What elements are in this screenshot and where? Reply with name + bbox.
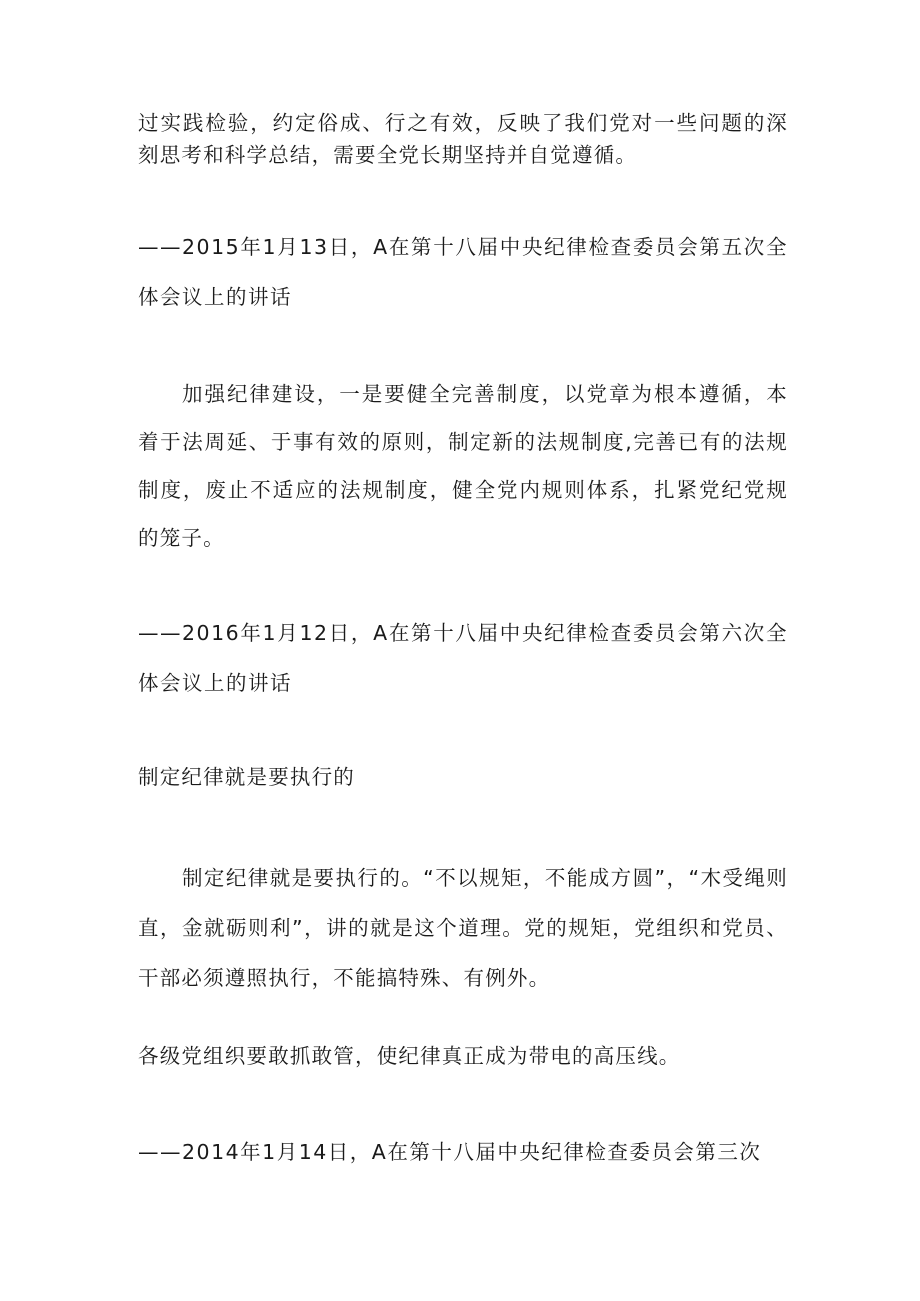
- source-citation: ——2015年1月13日，A在第十八届中央纪律检查委员会第五次全体会议上的讲话: [138, 235, 788, 309]
- source-citation: ——2014年1月14日，A在第十八届中央纪律检查委员会第三次: [138, 1140, 762, 1164]
- body-paragraph: 制定纪律就是要执行的。“不以规矩，不能成方圆”，“木受绳则直，金就砺则利”，讲的就是这个道理。党的规矩，党组织和党员、干部必须遵照执行，不能搞特殊、有例外。: [138, 866, 788, 990]
- section-heading: 制定纪律就是要执行的: [138, 765, 355, 789]
- source-citation: ——2016年1月12日，A在第十八届中央纪律检查委员会第六次全体会议上的讲话: [138, 621, 788, 695]
- body-paragraph: 各级党组织要敢抓敢管，使纪律真正成为带电的高压线。: [138, 1044, 681, 1068]
- body-paragraph: 过实践检验，约定俗成、行之有效，反映了我们党对一些问题的深刻思考和科学总结，需要全党长期坚持并自觉遵循。: [138, 111, 788, 167]
- body-paragraph: 加强纪律建设，一是要健全完善制度，以党章为根本遵循，本着于法周延、于事有效的原则，制定新的法规制度,完善已有的法规制度，废止不适应的法规制度，健全党内规则体系，扎紧党纪党规的笼子。: [138, 382, 788, 550]
